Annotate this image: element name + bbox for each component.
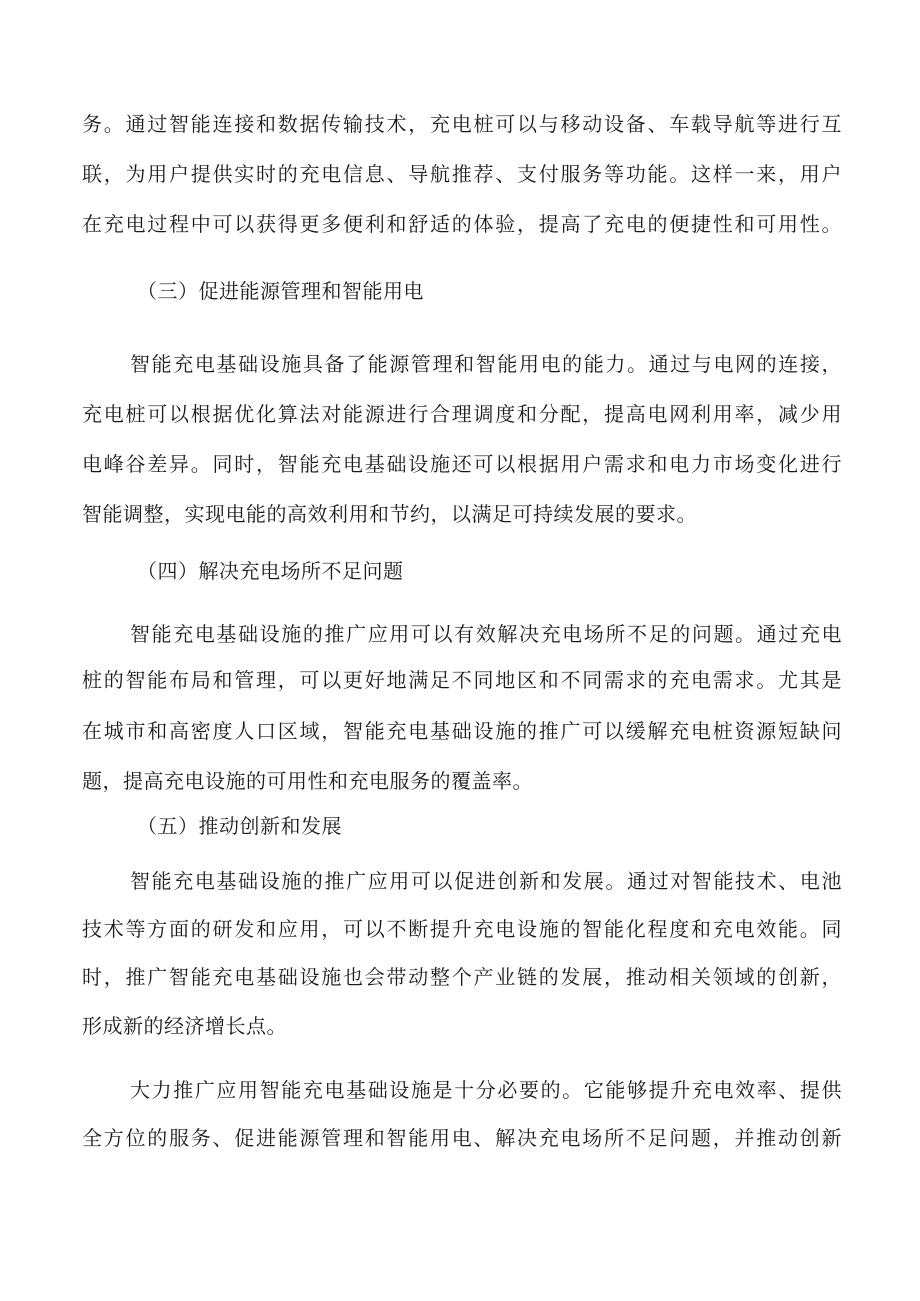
paragraph-line: 时，推广智能充电基础设施也会带动整个产业链的发展，推动相关领域的创新， <box>82 965 842 989</box>
paragraph-line: 在城市和高密度人口区域，智能充电基础设施的推广可以缓解充电桩资源短缺问 <box>82 719 842 743</box>
paragraph-line: 智能充电基础设施具备了能源管理和智能用电的能力。通过与电网的连接， <box>130 352 842 376</box>
paragraph-line: 智能充电基础设施的推广应用可以促进创新和发展。通过对智能技术、电池 <box>130 869 842 893</box>
paragraph-line: 在充电过程中可以获得更多便利和舒适的体验，提高了充电的便捷性和可用性。 <box>82 212 842 236</box>
paragraph-line: 技术等方面的研发和应用，可以不断提升充电设施的智能化程度和充电效能。同 <box>82 917 842 941</box>
section-heading-5: （五）推动创新和发展 <box>137 814 342 838</box>
paragraph-line: 大力推广应用智能充电基础设施是十分必要的。它能够提升充电效率、提供 <box>130 1078 842 1102</box>
section-heading-4: （四）解决充电场所不足问题 <box>137 559 404 583</box>
paragraph-line: 桩的智能布局和管理，可以更好地满足不同地区和不同需求的充电需求。尤其是 <box>82 668 842 692</box>
paragraph-line: 智能调整，实现电能的高效利用和节约，以满足可持续发展的要求。 <box>82 502 697 526</box>
paragraph-line: 全方位的服务、促进能源管理和智能用电、解决充电场所不足问题，并推动创新 <box>82 1126 842 1150</box>
paragraph-line: 电峰谷差异。同时，智能充电基础设施还可以根据用户需求和电力市场变化进行 <box>82 452 842 476</box>
paragraph-line: 智能充电基础设施的推广应用可以有效解决充电场所不足的问题。通过充电 <box>130 622 842 646</box>
paragraph-line: 充电桩可以根据优化算法对能源进行合理调度和分配，提高电网利用率，减少用 <box>82 402 842 426</box>
paragraph-line: 务。通过智能连接和数据传输技术，充电桩可以与移动设备、车载导航等进行互 <box>82 112 842 136</box>
paragraph-line: 形成新的经济增长点。 <box>82 1014 287 1038</box>
section-heading-3: （三）促进能源管理和智能用电 <box>137 279 424 303</box>
paragraph-line: 联，为用户提供实时的充电信息、导航推荐、支付服务等功能。这样一来，用户 <box>82 162 842 186</box>
paragraph-line: 题，提高充电设施的可用性和充电服务的覆盖率。 <box>82 769 533 793</box>
